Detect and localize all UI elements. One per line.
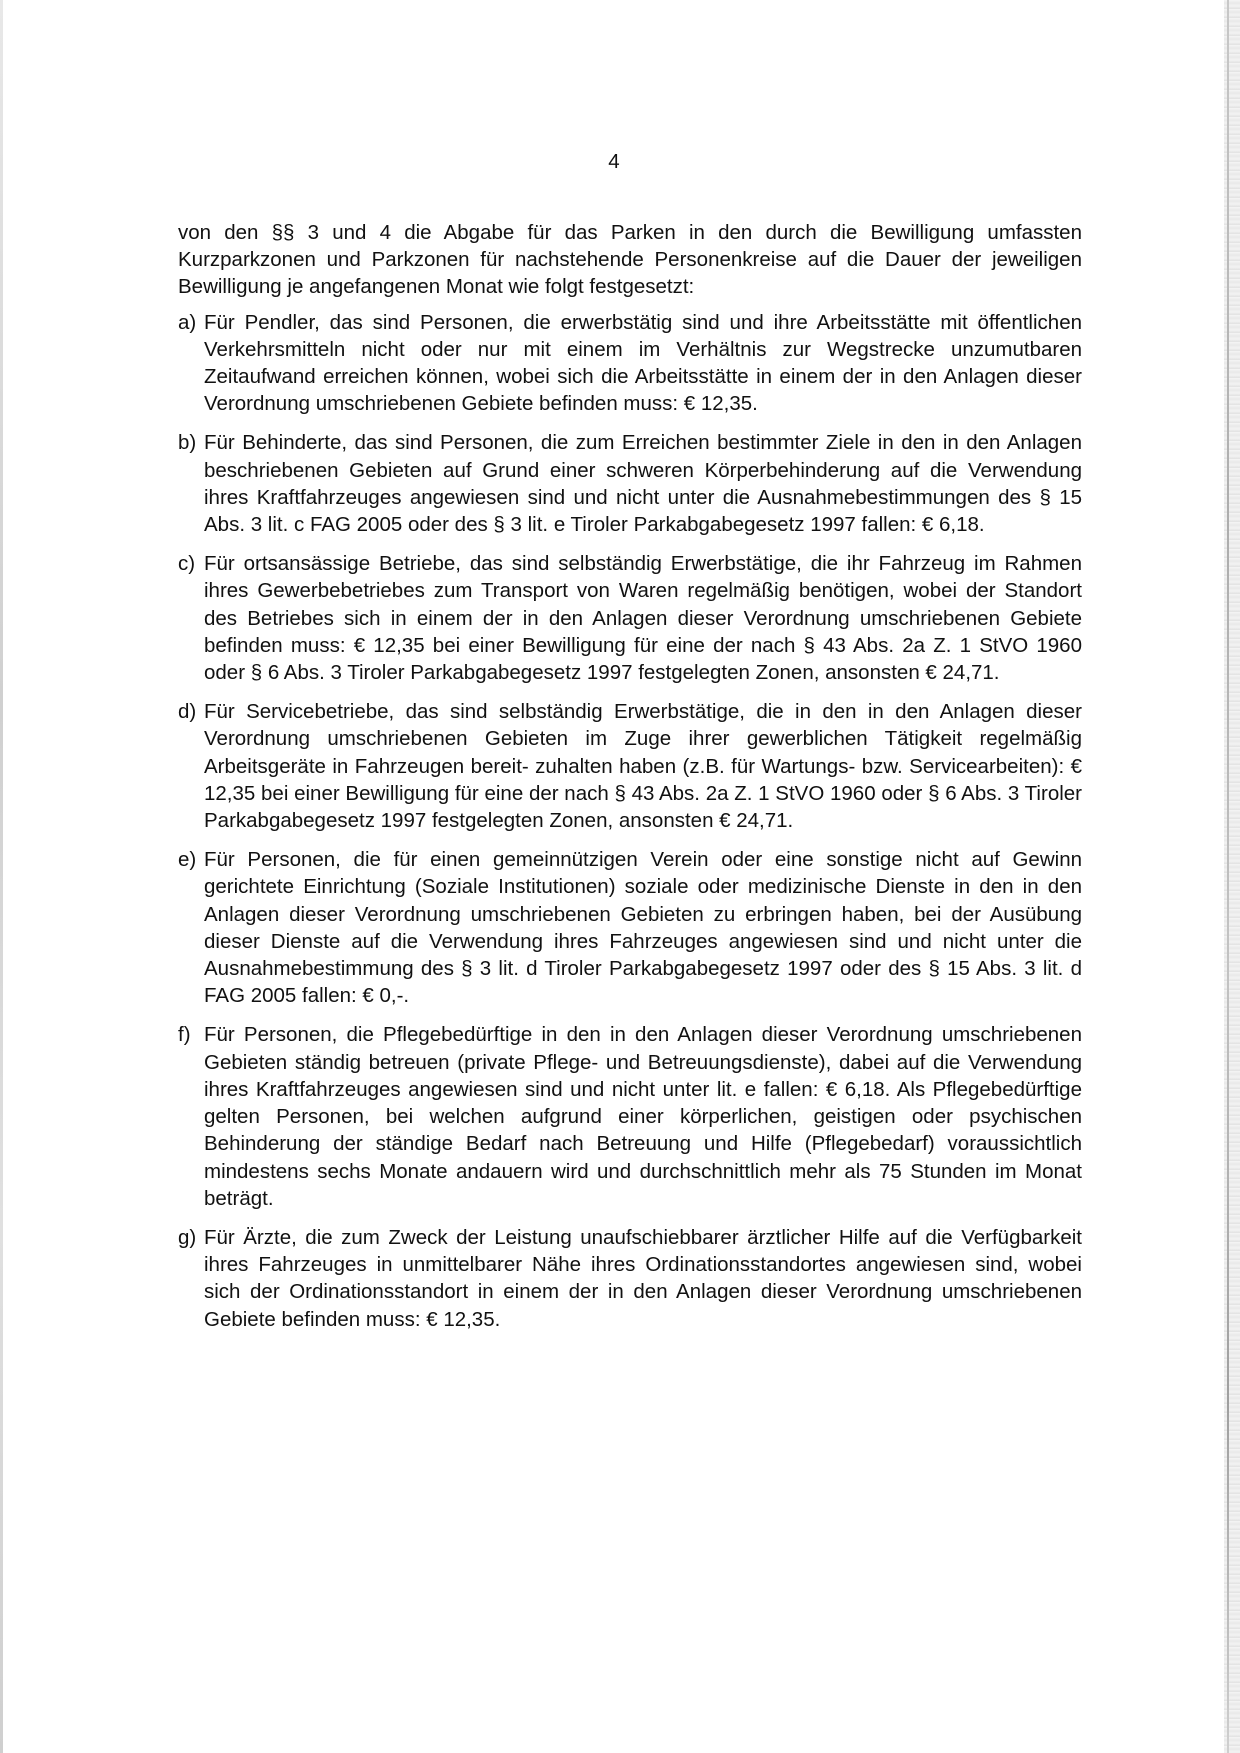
intro-paragraph: von den §§ 3 und 4 die Abgabe für das Parken in den durch die Bewilligung umfassten Kurzparkzonen und Parkzonen für nachstehende Personenkreise auf die Dauer der jeweiligen Bewilligung je angefangenen Monat wie folgt festgesetzt: — [178, 221, 1082, 299]
list-marker: b) — [178, 431, 197, 455]
list-item-text: Für Pendler, das sind Personen, die erwerbstätig sind und ihre Arbeitsstätte mit öffentlichen Verkehrsmitteln nicht oder nur mit einem im Verhältnis zur Wegstrecke unzumutbaren Zeitaufwand erreichen können, wobei sich die Arbeitsstätte in einem der in den Anlagen dieser Verordnung umschriebenen Gebiete befinden muss: € 12,35. — [204, 310, 1082, 416]
scan-edge-right — [1224, 0, 1240, 1753]
list-item-text: Für Personen, die Pflegebedürftige in den in den Anlagen dieser Verordnung umschriebenen Gebieten ständig betreuen (private Pflege- und Betreuungsdienste), dabei auf die Verwendung ihres Kraftfahrzeuges angewiesen sind und nicht unter lit. e fallen: € 6,18. Als Pflegebedürftige gelten Personen, bei welchen aufgrund einer körperlichen, geistigen oder psychischen Behinderung der ständige Bedarf nach Betreuung und Hilfe (Pflegebedarf) voraussichtlich mindestens sechs Monate andauern wird und durchschnittlich mehr als 75 Stunden im Monat beträgt. — [204, 1023, 1082, 1210]
page-number: 4 — [608, 150, 620, 173]
list-item-a — [178, 309, 1082, 418]
list-marker: d) — [178, 700, 197, 724]
list-item-text: Für Servicebetriebe, das sind selbständig Erwerbstätige, die in den in den Anlagen dieser Verordnung umschriebenen Gebieten im Zuge ihrer gewerblichen Tätigkeit regelmäßig Arbeitsgeräte in Fahrzeugen bereit- zuhalten haben (z.B. für Wartungs- bzw. Servicearbeiten): € 12,35 bei einer Bewilligung für eine der nach § 43 Abs. 2a Z. 1 StVO 1960 oder § 6 Abs. 3 Tiroler Parkabgabegesetz 1997 festgelegten Zonen, ansonsten € 24,71. — [204, 700, 1082, 833]
list-marker: e) — [178, 848, 197, 872]
list-marker: c) — [178, 552, 196, 576]
scan-edge-left — [0, 0, 3, 1753]
list-item-d — [178, 698, 1082, 834]
list-item-text: Für Personen, die für einen gemeinnützigen Verein oder eine sonstige nicht auf Gewinn gerichtete Einrichtung (Soziale Institutionen) soziale oder medizinische Dienste in den in den Anlagen dieser Verordnung umschriebenen Gebieten zu erbringen haben, bei der Ausübung dieser Dienste auf die Verwendung ihres Fahrzeuges angewiesen sind und nicht unter die Ausnahmebestimmung des § 3 lit. d Tiroler Parkabgabegesetz 1997 oder des § 15 Abs. 3 lit. d FAG 2005 fallen: € 0,-. — [204, 848, 1082, 1008]
list-marker: a) — [178, 310, 197, 334]
document-body — [178, 219, 1082, 1345]
list-item-text: Für Behinderte, das sind Personen, die zum Erreichen bestimmter Ziele in den in den Anlagen beschriebenen Gebieten auf Grund einer schweren Körperbehinderung auf die Verwendung ihres Kraftfahrzeuges angewiesen sind und nicht unter die Ausnahmebestimmungen des § 15 Abs. 3 lit. c FAG 2005 oder des § 3 lit. e Tiroler Parkabgabegesetz 1997 fallen: € 6,18. — [204, 431, 1082, 537]
list-marker: g) — [178, 1225, 197, 1249]
list-item-g — [178, 1224, 1082, 1333]
list-item-text: Für ortsansässige Betriebe, das sind selbständig Erwerbstätige, die ihr Fahrzeug im Rahmen ihres Gewerbebetriebes zum Transport von Waren regelmäßig benötigen, wobei der Standort des Betriebes sich in einem der in den Anlagen dieser Verordnung umschriebenen Gebiete befinden muss: € 12,35 bei einer Bewilligung für eine der nach § 43 Abs. 2a Z. 1 StVO 1960 oder § 6 Abs. 3 Tiroler Parkabgabegesetz 1997 festgelegten Zonen, ansonsten € 24,71. — [204, 552, 1082, 685]
list-item-f — [178, 1021, 1082, 1211]
list-item-text: Für Ärzte, die zum Zweck der Leistung unaufschiebbarer ärztlicher Hilfe auf die Verfügbarkeit ihres Fahrzeuges in unmittelbarer Nähe ihres Ordinationsstandortes angewiesen sind, wobei sich der Ordinationsstandort in einem der in den Anlagen dieser Verordnung umschriebenen Gebiete befinden muss: € 12,35. — [204, 1225, 1082, 1331]
list-item-e — [178, 846, 1082, 1009]
list-item-c — [178, 550, 1082, 686]
list-marker: f) — [178, 1023, 191, 1047]
list-item-b — [178, 429, 1082, 538]
